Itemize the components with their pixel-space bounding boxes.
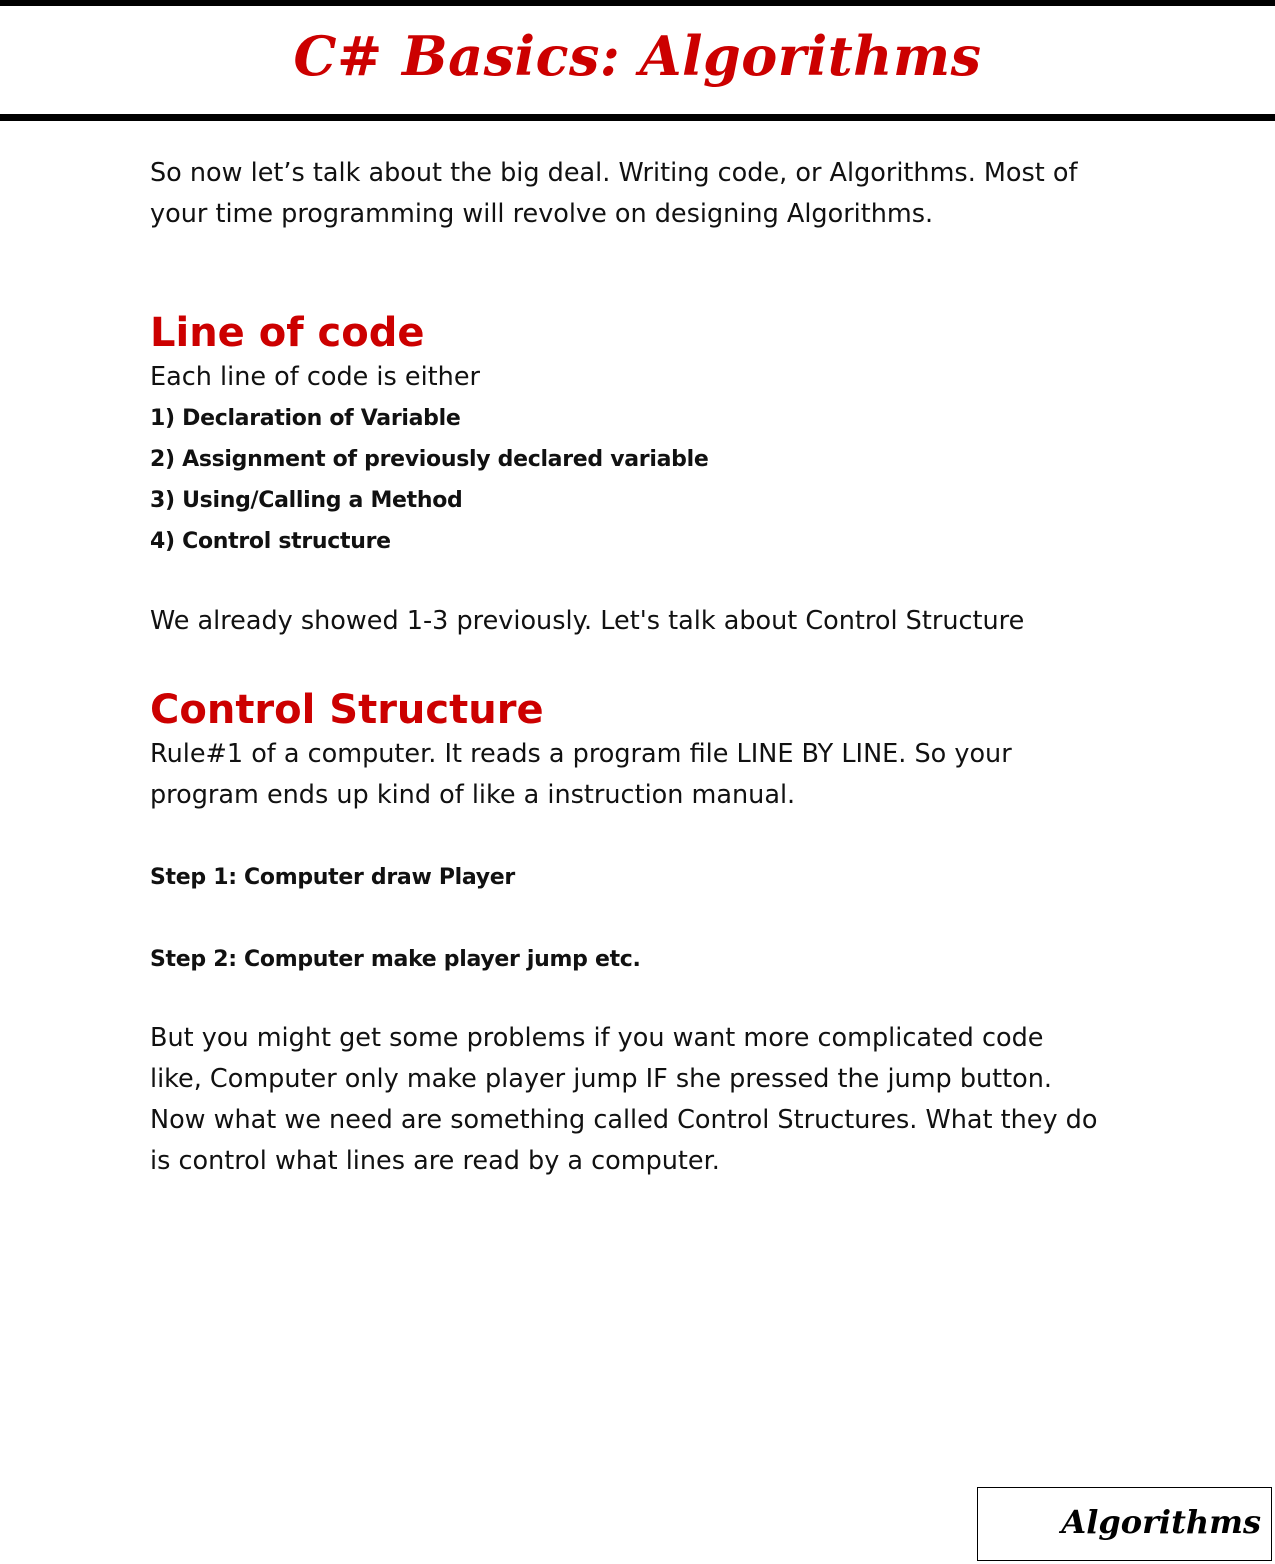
line-of-code-followup: We already showed 1-3 previously. Let's talk about Control Structure — [150, 606, 1025, 636]
page-title: C# Basics: Algorithms — [293, 24, 982, 88]
closing-line-4: is control what lines are read by a computer. — [150, 1146, 720, 1176]
spacer — [150, 980, 1140, 1018]
step-2: Step 2: Computer make player jump etc. — [150, 947, 641, 972]
closing-line-2: like, Computer only make player jump IF she pressed the jump button. — [150, 1064, 1053, 1094]
spacer — [150, 898, 1140, 939]
footer-section-label: Algorithms — [1061, 1503, 1261, 1541]
title-underline-rule — [0, 114, 1275, 121]
intro-line-1: So now let’s talk about the big deal. Writing code, or Algorithms. Most of — [150, 158, 1078, 188]
step-1: Step 1: Computer draw Player — [150, 865, 515, 890]
heading-control-structure: Control Structure — [150, 687, 544, 733]
closing-line-3: Now what we need are something called Control Structures. What they do — [150, 1105, 1098, 1135]
intro-line-2: your time programming will revolve on designing Algorithms. — [150, 199, 934, 229]
spacer — [150, 816, 1140, 857]
closing-line-1: But you might get some problems if you want more complicated code — [150, 1023, 1044, 1053]
heading-line-of-code: Line of code — [150, 310, 425, 356]
rule-line-2: program ends up kind of like a instruction manual. — [150, 780, 796, 810]
spacer — [150, 562, 1140, 601]
list-item: 4) Control structure — [150, 529, 391, 554]
list-item: 1) Declaration of Variable — [150, 406, 461, 431]
list-item: 2) Assignment of previously declared variable — [150, 447, 709, 472]
line-of-code-lead: Each line of code is either — [150, 362, 481, 392]
rule-line-1: Rule#1 of a computer. It reads a program file LINE BY LINE. So your — [150, 739, 1012, 769]
footer-section-box — [977, 1487, 1272, 1561]
top-rule — [0, 0, 1275, 6]
list-item: 3) Using/Calling a Method — [150, 488, 463, 513]
document-body — [150, 153, 1140, 1182]
spacer — [150, 235, 1140, 308]
spacer — [150, 642, 1140, 685]
